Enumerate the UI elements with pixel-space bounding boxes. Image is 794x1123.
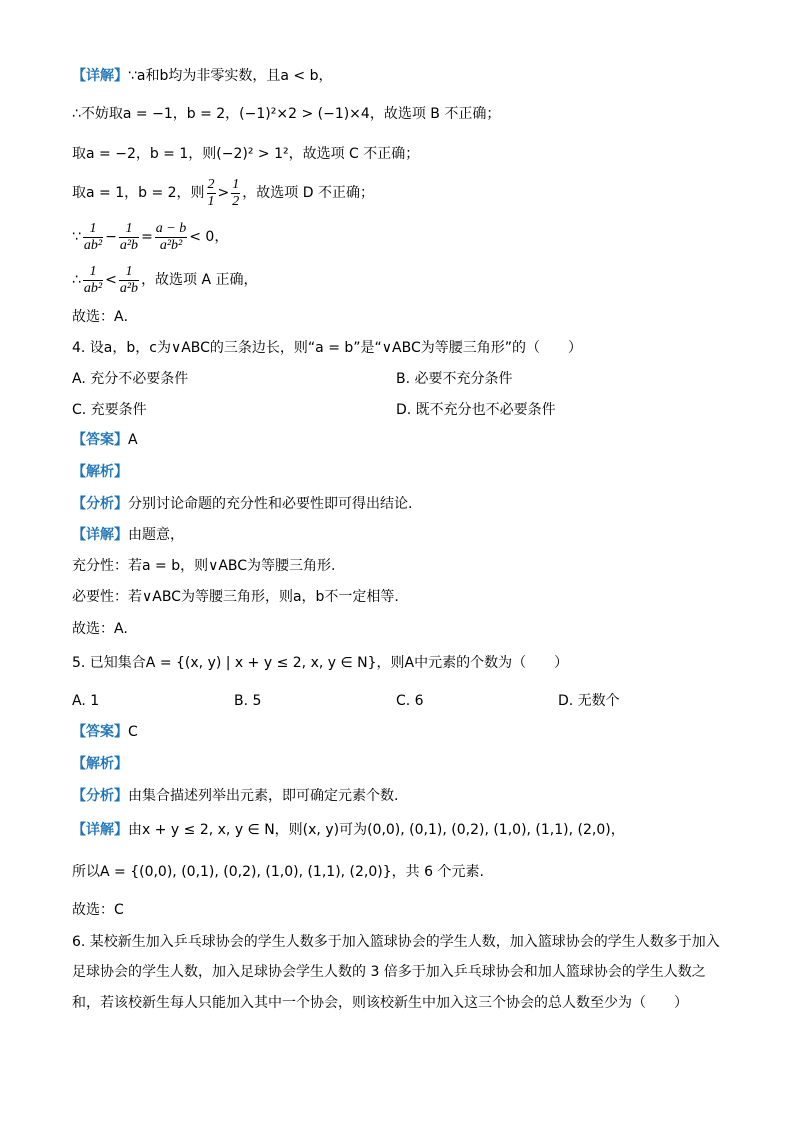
- line6-suffix: ，故选项 A 正确，: [141, 272, 258, 288]
- fraction-1-over-ab2: $\frac{1}{\text{ab²}}$: [83, 220, 103, 253]
- analysis-label: 【解析】: [72, 756, 128, 772]
- detail-line-1: [72, 67, 332, 85]
- detail-line-2: ∴不妨取a = −1，b = 2，(−1)²×2 > (−1)×4，故选项 B 不正确；: [72, 106, 501, 122]
- q6-stem-line-3: 和，若该校新生每人只能加入其中一个协会，则该校新生中加入这三个协会的总人数至少为（ ）: [72, 995, 688, 1011]
- detail-text: ∵a和b均为非零实数，且a < b，: [128, 68, 333, 84]
- fenxi-text: 分别讨论命题的充分性和必要性即可得出结论.: [128, 496, 413, 512]
- less-sign: <: [105, 272, 117, 288]
- q4-detail: [72, 526, 184, 544]
- q4-sufficiency: 充分性：若a = b，则∨ABC为等腰三角形.: [72, 558, 336, 574]
- equals-sign: =: [141, 229, 153, 245]
- answer-value: A: [128, 432, 138, 448]
- q4-option-a: A. 充分不必要条件: [72, 371, 189, 387]
- q5-stem: 5. 已知集合A = {(x, y) | x + y ≤ 2, x, y ∈ N}，则A中元素的个数为（ ）: [72, 655, 569, 671]
- line4-prefix: 取a = 1，b = 2，则: [72, 185, 205, 201]
- detail-label: 【详解】: [72, 527, 128, 543]
- fraction-1-over-a2b-b: $\frac{1}{\text{a²b}}$: [119, 263, 139, 296]
- q5-analysis: [72, 755, 128, 773]
- q4-analysis: [72, 463, 128, 481]
- detail-line-6: [72, 262, 258, 298]
- detail-line-5: [72, 219, 228, 255]
- detail-text: 由x + y ≤ 2, x, y ∈ N，则(x, y)可为(0,0), (0,1), (0,2), (1,0), (1,1), (2,0)，: [128, 822, 625, 838]
- q5-choose: 故选：C: [72, 902, 124, 918]
- because-symbol: ∵: [72, 229, 81, 245]
- q4-stem: 4. 设a，b，c为∨ABC的三条边长，则“a = b”是“∨ABC为等腰三角形”的（ ）: [72, 340, 582, 356]
- detail-text: 由题意，: [128, 527, 184, 543]
- greater-sign: >: [217, 185, 230, 201]
- q5-sum: 所以A = {(0,0), (0,1), (0,2), (1,0), (1,1), (2,0)}，共 6 个元素.: [72, 864, 484, 880]
- q4-answer: [72, 431, 138, 449]
- line5-suffix: < 0，: [189, 229, 229, 245]
- q4-option-b: B. 必要不充分条件: [396, 371, 513, 387]
- q6-stem-line-1: 6. 某校新生加入乒乓球协会的学生人数多于加入篮球协会的学生人数，加入篮球协会的学生人数多于加入: [72, 934, 720, 950]
- answer-value: C: [128, 724, 138, 740]
- fenxi-label: 【分析】: [72, 496, 128, 512]
- minus-sign: −: [105, 229, 117, 245]
- q5-option-c: C. 6: [396, 693, 424, 709]
- fraction-a-minus-b: $\frac{a - b}{\text{a²b²}}$: [155, 220, 187, 253]
- q6-stem-line-2: 足球协会的学生人数，加入足球协会学生人数的 3 倍多于加入乒乓球协会和加人篮球协会的学生人数之: [72, 964, 706, 980]
- q5-option-d: D. 无数个: [558, 693, 620, 709]
- q4-option-c: C. 充要条件: [72, 402, 147, 418]
- line4-suffix: ，故选项 D 不正确；: [242, 185, 374, 201]
- detail-label: 【详解】: [72, 822, 128, 838]
- q5-option-a: A. 1: [72, 693, 100, 709]
- fraction-1-over-ab2-b: $\frac{1}{\text{ab²}}$: [83, 263, 103, 296]
- answer-label: 【答案】: [72, 724, 128, 740]
- fraction-2-over-1: $\frac{2}{1}$: [207, 176, 215, 209]
- q5-option-b: B. 5: [234, 693, 262, 709]
- q4-choose: 故选：A.: [72, 621, 128, 637]
- q5-detail: [72, 821, 625, 839]
- fenxi-text: 由集合描述列举出元素，即可确定元素个数.: [128, 788, 399, 804]
- q5-answer: [72, 723, 138, 741]
- therefore-symbol: ∴: [72, 272, 81, 288]
- analysis-label: 【解析】: [72, 464, 128, 480]
- fraction-1-over-2: $\frac{1}{2}$: [232, 176, 240, 209]
- q5-fenxi: [72, 787, 398, 805]
- q4-fenxi: [72, 495, 412, 513]
- choose-line-3: 故选：A．: [72, 309, 138, 325]
- fenxi-label: 【分析】: [72, 788, 128, 804]
- detail-line-4: [72, 175, 374, 211]
- q4-option-d: D. 既不充分也不必要条件: [396, 402, 556, 418]
- detail-label: 【详解】: [72, 68, 128, 84]
- fraction-1-over-a2b: $\frac{1}{\text{a²b}}$: [119, 220, 139, 253]
- answer-label: 【答案】: [72, 432, 128, 448]
- q4-necessity: 必要性：若∨ABC为等腰三角形，则a，b不一定相等.: [72, 589, 399, 605]
- detail-line-3: 取a = −2，b = 1，则(−2)² > 1²，故选项 C 不正确；: [72, 146, 420, 162]
